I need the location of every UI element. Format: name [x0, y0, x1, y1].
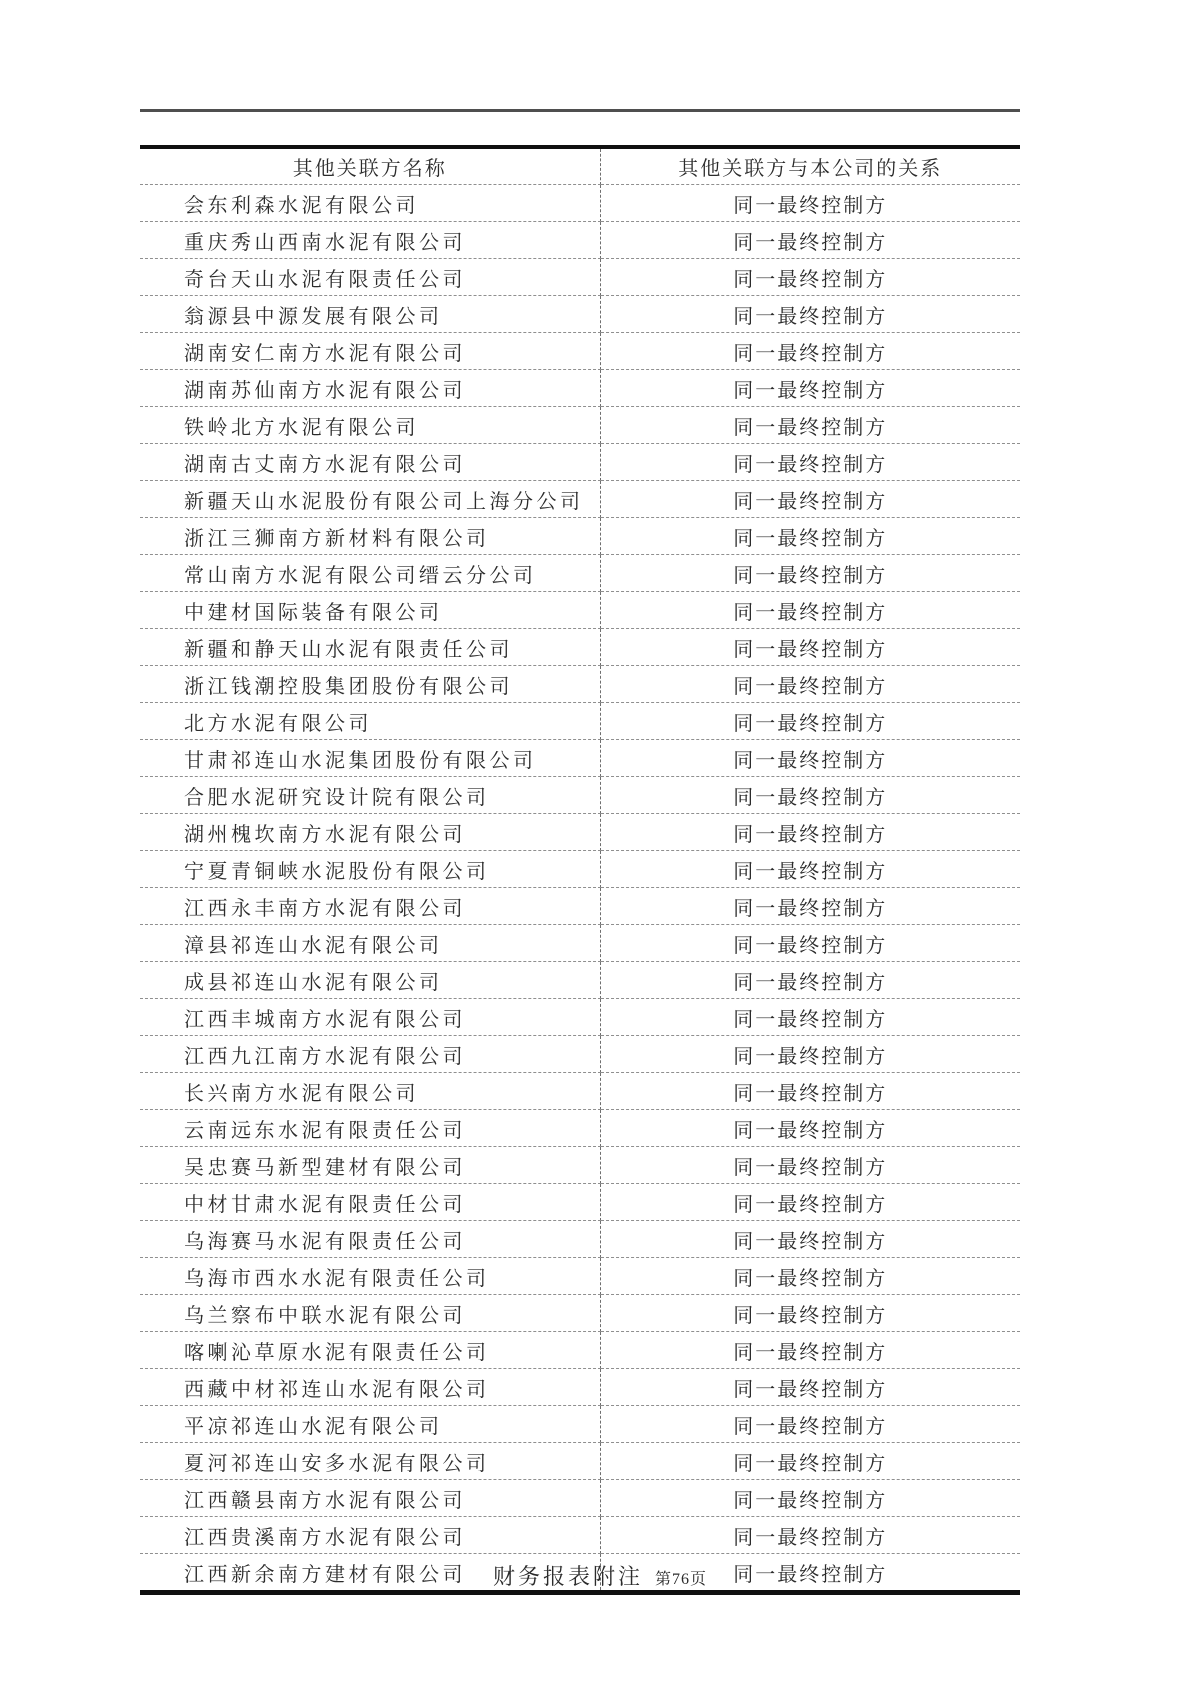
table-row — [140, 333, 1020, 370]
relationship-value: 同一最终控制方 — [600, 1184, 1020, 1221]
table-row — [140, 185, 1020, 222]
relationship-value: 同一最终控制方 — [600, 1406, 1020, 1443]
related-party-name: 湖南苏仙南方水泥有限公司 — [140, 370, 600, 407]
relationship-value: 同一最终控制方 — [600, 296, 1020, 333]
footer-title: 财务报表附注 — [492, 1564, 643, 1589]
related-party-name: 湖南安仁南方水泥有限公司 — [140, 333, 600, 370]
table-row — [140, 296, 1020, 333]
relationship-value: 同一最终控制方 — [600, 1258, 1020, 1295]
table-row — [140, 1147, 1020, 1184]
relationship-value: 同一最终控制方 — [600, 1517, 1020, 1554]
table-row — [140, 259, 1020, 296]
table-row — [140, 888, 1020, 925]
table-row — [140, 851, 1020, 888]
relationship-value: 同一最终控制方 — [600, 851, 1020, 888]
relationship-value: 同一最终控制方 — [600, 962, 1020, 999]
related-party-name: 江西永丰南方水泥有限公司 — [140, 888, 600, 925]
relationship-value: 同一最终控制方 — [600, 481, 1020, 518]
table-row — [140, 814, 1020, 851]
relationship-value: 同一最终控制方 — [600, 1443, 1020, 1480]
table-row — [140, 1443, 1020, 1480]
related-party-name: 西藏中材祁连山水泥有限公司 — [140, 1369, 600, 1406]
table-row — [140, 1221, 1020, 1258]
relationship-value: 同一最终控制方 — [600, 1221, 1020, 1258]
table-row — [140, 1110, 1020, 1147]
relationship-value: 同一最终控制方 — [600, 1480, 1020, 1517]
related-party-name: 浙江三狮南方新材料有限公司 — [140, 518, 600, 555]
relationship-value: 同一最终控制方 — [600, 703, 1020, 740]
related-party-name: 湖南古丈南方水泥有限公司 — [140, 444, 600, 481]
table-row — [140, 1406, 1020, 1443]
table-row — [140, 407, 1020, 444]
related-party-name: 漳县祁连山水泥有限公司 — [140, 925, 600, 962]
related-party-name: 吴忠赛马新型建材有限公司 — [140, 1147, 600, 1184]
related-party-name: 翁源县中源发展有限公司 — [140, 296, 600, 333]
table-row — [140, 518, 1020, 555]
relationship-value: 同一最终控制方 — [600, 925, 1020, 962]
relationship-value: 同一最终控制方 — [600, 777, 1020, 814]
related-party-name: 成县祁连山水泥有限公司 — [140, 962, 600, 999]
table-body — [140, 185, 1020, 1593]
table-row — [140, 1369, 1020, 1406]
related-party-name: 喀喇沁草原水泥有限责任公司 — [140, 1332, 600, 1369]
table-row — [140, 592, 1020, 629]
table-row — [140, 962, 1020, 999]
relationship-value: 同一最终控制方 — [600, 888, 1020, 925]
table-row — [140, 370, 1020, 407]
relationship-value: 同一最终控制方 — [600, 1369, 1020, 1406]
relationship-value: 同一最终控制方 — [600, 740, 1020, 777]
related-party-name: 会东利森水泥有限公司 — [140, 185, 600, 222]
related-party-name: 江西贵溪南方水泥有限公司 — [140, 1517, 600, 1554]
table-row — [140, 1480, 1020, 1517]
column-header-relationship: 其他关联方与本公司的关系 — [600, 147, 1020, 185]
related-party-name: 平凉祁连山水泥有限公司 — [140, 1406, 600, 1443]
related-party-name: 甘肃祁连山水泥集团股份有限公司 — [140, 740, 600, 777]
table-row — [140, 1184, 1020, 1221]
table-row — [140, 1073, 1020, 1110]
relationship-value: 同一最终控制方 — [600, 1295, 1020, 1332]
table-row — [140, 777, 1020, 814]
related-party-name: 乌兰察布中联水泥有限公司 — [140, 1295, 600, 1332]
relationship-value: 同一最终控制方 — [600, 629, 1020, 666]
table-row — [140, 1517, 1020, 1554]
related-parties-table-wrap — [140, 145, 1020, 1595]
table-row — [140, 925, 1020, 962]
relationship-value: 同一最终控制方 — [600, 1147, 1020, 1184]
table-row — [140, 1258, 1020, 1295]
related-party-name: 奇台天山水泥有限责任公司 — [140, 259, 600, 296]
relationship-value: 同一最终控制方 — [600, 814, 1020, 851]
related-party-name: 江西赣县南方水泥有限公司 — [140, 1480, 600, 1517]
related-party-name: 江西丰城南方水泥有限公司 — [140, 999, 600, 1036]
table-row — [140, 1332, 1020, 1369]
relationship-value: 同一最终控制方 — [600, 1110, 1020, 1147]
related-party-name: 长兴南方水泥有限公司 — [140, 1073, 600, 1110]
related-party-name: 合肥水泥研究设计院有限公司 — [140, 777, 600, 814]
related-party-name: 中建材国际装备有限公司 — [140, 592, 600, 629]
related-party-name: 浙江钱潮控股集团股份有限公司 — [140, 666, 600, 703]
column-header-related-party-name: 其他关联方名称 — [140, 147, 600, 185]
related-party-name: 江西九江南方水泥有限公司 — [140, 1036, 600, 1073]
related-party-name: 云南远东水泥有限责任公司 — [140, 1110, 600, 1147]
relationship-value: 同一最终控制方 — [600, 518, 1020, 555]
table-row — [140, 629, 1020, 666]
related-party-name: 北方水泥有限公司 — [140, 703, 600, 740]
relationship-value: 同一最终控制方 — [600, 185, 1020, 222]
table-row — [140, 555, 1020, 592]
relationship-value: 同一最终控制方 — [600, 1332, 1020, 1369]
related-parties-table — [140, 145, 1020, 1595]
related-party-name: 江西新余南方建材有限公司 — [140, 1554, 600, 1593]
relationship-value: 同一最终控制方 — [600, 222, 1020, 259]
table-row — [140, 703, 1020, 740]
relationship-value: 同一最终控制方 — [600, 333, 1020, 370]
relationship-value: 同一最终控制方 — [600, 999, 1020, 1036]
relationship-value: 同一最终控制方 — [733, 1563, 888, 1586]
footer-page-number: 第76页 — [655, 1571, 708, 1588]
table-row — [140, 666, 1020, 703]
table-row — [140, 999, 1020, 1036]
related-party-name: 乌海赛马水泥有限责任公司 — [140, 1221, 600, 1258]
related-party-name: 夏河祁连山安多水泥有限公司 — [140, 1443, 600, 1480]
related-party-name: 铁岭北方水泥有限公司 — [140, 407, 600, 444]
relationship-value: 同一最终控制方 — [600, 370, 1020, 407]
page-footer — [0, 1560, 1200, 1600]
table-header-row — [140, 147, 1020, 185]
related-party-name: 重庆秀山西南水泥有限公司 — [140, 222, 600, 259]
relationship-value: 同一最终控制方 — [600, 555, 1020, 592]
relationship-value: 同一最终控制方 — [600, 592, 1020, 629]
relationship-value: 同一最终控制方 — [600, 1073, 1020, 1110]
table-row — [140, 481, 1020, 518]
related-party-name: 宁夏青铜峡水泥股份有限公司 — [140, 851, 600, 888]
table-row — [140, 444, 1020, 481]
related-party-name: 新疆天山水泥股份有限公司上海分公司 — [140, 481, 600, 518]
related-party-name: 常山南方水泥有限公司缙云分公司 — [140, 555, 600, 592]
table-row — [140, 1036, 1020, 1073]
relationship-value: 同一最终控制方 — [600, 444, 1020, 481]
table-row — [140, 222, 1020, 259]
relationship-value: 同一最终控制方 — [600, 259, 1020, 296]
related-party-name: 乌海市西水水泥有限责任公司 — [140, 1258, 600, 1295]
table-row — [140, 1295, 1020, 1332]
relationship-value: 同一最终控制方 — [600, 666, 1020, 703]
relationship-value: 同一最终控制方 — [600, 1036, 1020, 1073]
related-party-name: 湖州槐坎南方水泥有限公司 — [140, 814, 600, 851]
related-party-name: 中材甘肃水泥有限责任公司 — [140, 1184, 600, 1221]
table-row — [140, 740, 1020, 777]
relationship-value: 同一最终控制方 — [600, 407, 1020, 444]
page-top-rule — [140, 109, 1020, 112]
related-party-name: 新疆和静天山水泥有限责任公司 — [140, 629, 600, 666]
